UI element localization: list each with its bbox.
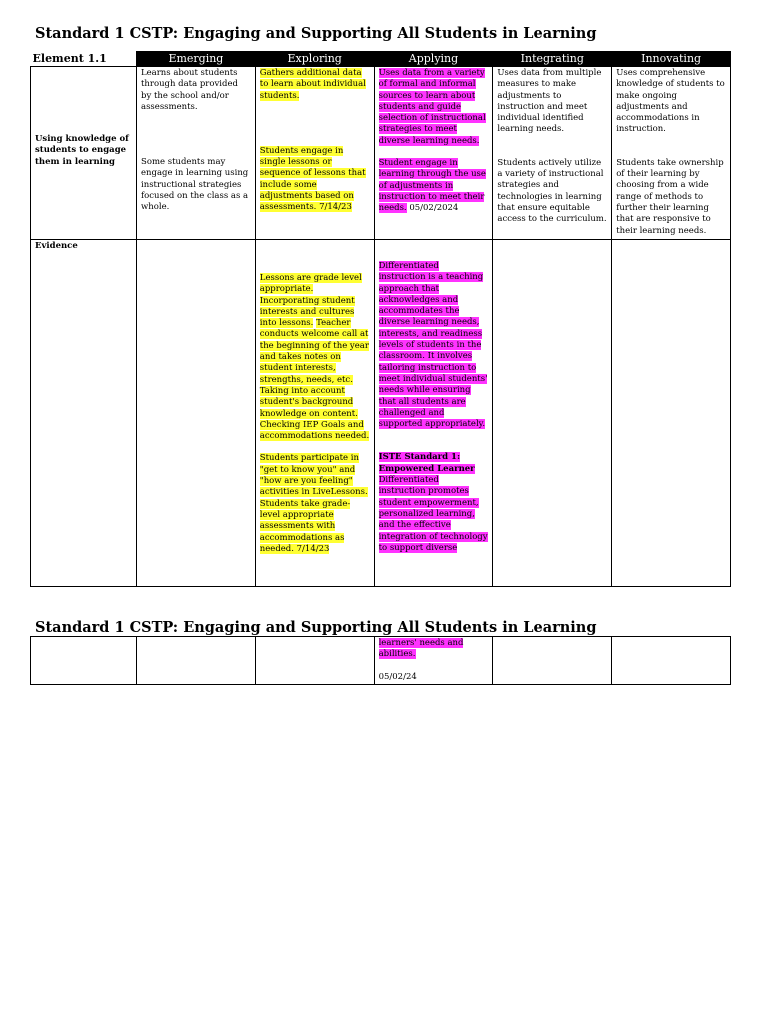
exploring-descriptor-b: Students engage in single lessons or sequence of lessons that include some adjustments based on assessments. 7/14/23 xyxy=(259,145,366,213)
evidence-exploring-p6: Students participate in "get to know you" and "how are you feeling" activities in LiveLessons. xyxy=(259,453,368,498)
cont-cell-innovating xyxy=(612,637,731,685)
cont-cell-label xyxy=(31,637,137,685)
evidence-label: Evidence xyxy=(35,241,78,251)
emerging-descriptor-a: Learns about students through data provided by the school and/or assessments. xyxy=(141,68,238,112)
applying-date: 05/02/2024 xyxy=(406,203,459,214)
element-label: Element 1.1 xyxy=(31,52,137,67)
continuation-text: learners' needs and abilities. xyxy=(378,638,464,660)
cont-cell-applying xyxy=(374,637,493,685)
innovating-cell xyxy=(612,67,731,240)
descriptor-row xyxy=(31,67,731,240)
integrating-descriptor-a: Uses data from multiple measures to make adjustments to instruction and meet individual identified learning needs. xyxy=(497,68,602,135)
rubric-table xyxy=(30,51,731,587)
level-integrating: Integrating xyxy=(493,52,612,67)
row-label-cell xyxy=(31,67,137,240)
row-label: Using knowledge of students to engage them in learning xyxy=(35,134,129,167)
level-exploring: Exploring xyxy=(255,52,374,67)
cont-cell-exploring xyxy=(255,637,374,685)
evidence-integrating xyxy=(493,240,612,587)
evidence-exploring-p2: Incorporating student interests and cultures into lessons. xyxy=(259,295,355,329)
evidence-innovating xyxy=(612,240,731,587)
applying-cell xyxy=(374,67,493,240)
evidence-applying xyxy=(374,240,493,587)
evidence-exploring xyxy=(255,240,374,587)
exploring-descriptor-a: Gathers additional data to learn about individual students. xyxy=(259,68,366,101)
evidence-exploring-p7: Students take grade-level appropriate assessments with accommodations as needed. 7/14/23 xyxy=(259,498,351,554)
continuation-date: 05/02/24 xyxy=(378,671,417,682)
continuation-row xyxy=(31,637,731,685)
continuation-table xyxy=(30,636,731,685)
emerging-cell xyxy=(137,67,256,240)
innovating-descriptor-b: Students take ownership of their learning by choosing from a wide range of methods to further their learning that are responsive to their learning needs. xyxy=(616,157,724,236)
applying-descriptor-a: Uses data from a variety of formal and informal sources to learn about students and guide selection of instructional strategies to meet diverse learning needs. xyxy=(378,68,486,146)
cont-cell-emerging xyxy=(137,637,256,685)
evidence-exploring-p3: Teacher conducts welcome call at the beginning of the year and takes notes on student interests, strengths, needs, etc. xyxy=(259,318,369,385)
evidence-exploring-p4: Taking into account student's background knowledge on content. xyxy=(259,385,358,419)
evidence-exploring-p5: Checking IEP Goals and accommodations needed. xyxy=(259,419,370,442)
integrating-descriptor-b: Students actively utilize a variety of instructional strategies and technologies in learning that ensure equitable access to the curriculum. xyxy=(497,157,607,225)
page-title: Standard 1 CSTP: Engaging and Supporting All Students in Learning xyxy=(35,25,597,42)
innovating-descriptor-a: Uses comprehensive knowledge of students to make ongoing adjustments and accommodations in instruction. xyxy=(616,68,725,135)
evidence-label-cell xyxy=(31,240,137,587)
iste-standard-heading: ISTE Standard 1: Empowered Learner xyxy=(378,452,475,474)
level-innovating: Innovating xyxy=(612,52,731,67)
level-applying: Applying xyxy=(374,52,493,67)
cont-cell-integrating xyxy=(493,637,612,685)
evidence-applying-p2: Differentiated instruction promotes student empowerment, personalized learning, and the effective integration of technology to support diverse xyxy=(378,475,488,553)
evidence-emerging xyxy=(137,240,256,587)
evidence-row xyxy=(31,240,731,587)
header-row xyxy=(31,52,731,67)
emerging-descriptor-b: Some students may engage in learning using instructional strategies focused on the class as a whole. xyxy=(141,157,249,213)
evidence-exploring-p1: Lessons are grade level appropriate. xyxy=(259,273,362,295)
level-emerging: Emerging xyxy=(137,52,256,67)
integrating-cell xyxy=(493,67,612,240)
evidence-applying-p1: Differentiated instruction is a teaching approach that acknowledges and accommodates the diverse learning needs, interests, and readiness levels of students in the classroom. It involves tailoring instruction to meet individual students' needs while ensuring that all students are challenged and supported appropriately. xyxy=(378,261,488,430)
exploring-cell xyxy=(255,67,374,240)
page-title-repeat: Standard 1 CSTP: Engaging and Supporting All Students in Learning xyxy=(35,619,597,636)
applying-descriptor-b: Student engage in learning through the use of adjustments in instruction to meet their needs. xyxy=(378,158,486,214)
